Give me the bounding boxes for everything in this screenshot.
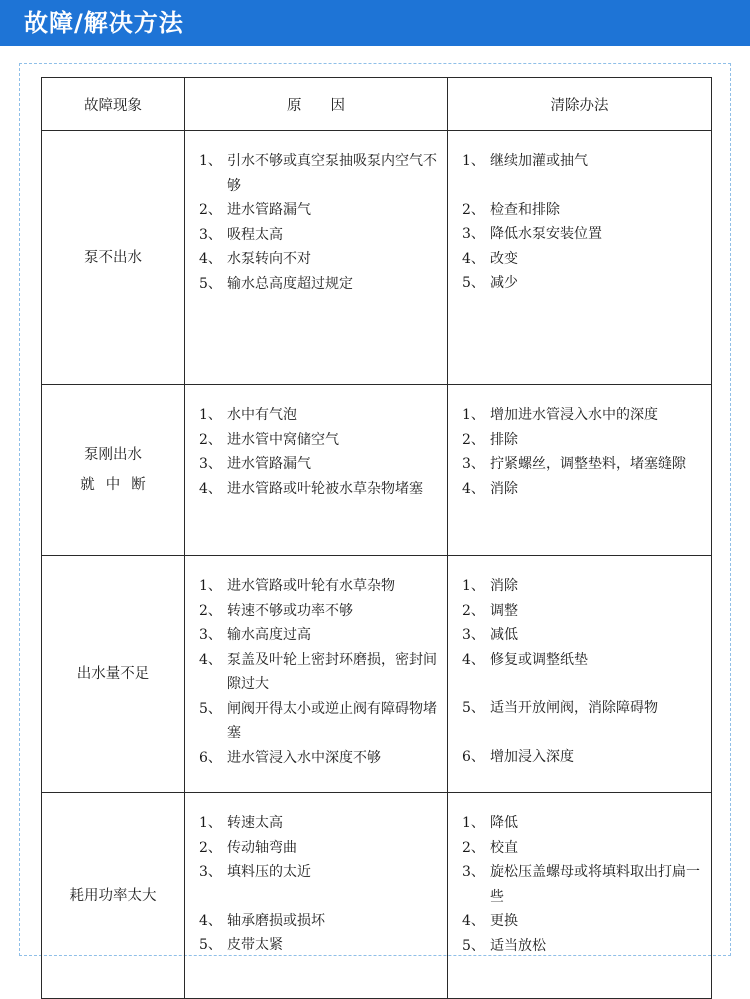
- table-row: [42, 556, 712, 793]
- list-item: 4、 水泵转向不对: [199, 251, 311, 267]
- list-item: 1、 水中有气泡: [199, 407, 297, 423]
- header-banner: [0, 0, 750, 46]
- header-remedy: 清除办法: [448, 78, 712, 131]
- list-item: 2、 转速不够或功率不够: [199, 602, 353, 619]
- cause-cell: [185, 556, 448, 793]
- header-cause: 原 因: [185, 78, 448, 131]
- header-symptom: 故障现象: [42, 78, 185, 131]
- list-item: 1、 继续加灌或抽气: [462, 153, 588, 169]
- remedy-cell: [448, 385, 712, 556]
- list-item: 5、 闸阀开得太小或逆止阀有障碍物堵塞: [199, 700, 437, 741]
- symptom-cell: [42, 793, 185, 999]
- symptom-cell: [42, 385, 185, 556]
- list-item: 1、 转速太高: [199, 815, 283, 831]
- table-header-row: [42, 78, 712, 131]
- list-item: 4、 改变: [462, 250, 518, 267]
- list-item: 3、 吸程太高: [199, 226, 283, 243]
- remedy-cell: [448, 131, 712, 385]
- list-item: 2、 进水管路漏气: [199, 202, 311, 218]
- table-row: [42, 385, 712, 556]
- list-item: 3、 降低水泵安装位置: [462, 226, 602, 242]
- list-item: 2、 检查和排除: [462, 201, 560, 218]
- symptom-text: 泵不出水: [84, 249, 142, 266]
- list-item: 3、 输水高度过高: [199, 627, 311, 643]
- list-item: 4、 进水管路或叶轮被水草杂物堵塞: [199, 480, 423, 497]
- list-item: 3、 减低: [462, 627, 518, 643]
- list-item: 4、 轴承磨损或损坏: [199, 912, 325, 929]
- list-item: 2、 排除: [462, 431, 518, 448]
- list-item: 5、 适当开放闸阀，消除障碍物: [462, 700, 658, 716]
- list-item: 4、 泵盖及叶轮上密封环磨损，密封间隙过大: [199, 651, 437, 692]
- fault-table: [41, 77, 712, 999]
- cause-cell: [185, 793, 448, 999]
- list-item: 3、 拧紧螺丝，调整垫料，堵塞缝隙: [462, 456, 686, 472]
- symptom-text: 就中断: [80, 477, 157, 493]
- remedy-cell: [448, 556, 712, 793]
- list-item: 2、 进水管中窝储空气: [199, 431, 339, 448]
- list-item: 1、 引水不够或真空泵抽吸泵内空气不够: [199, 153, 437, 194]
- list-item: 4、 修复或调整纸垫: [462, 651, 588, 668]
- remedy-cell: [448, 793, 712, 999]
- table-row: [42, 131, 712, 385]
- list-item: 4、 更换: [462, 913, 518, 929]
- list-item: 5、 输水总高度超过规定: [199, 275, 353, 292]
- list-item: 2、 校直: [462, 839, 518, 856]
- list-item: 2、 传动轴弯曲: [199, 839, 297, 856]
- table-row: [42, 793, 712, 999]
- symptom-text: 泵刚出水: [84, 447, 142, 463]
- symptom-text: 出水量不足: [76, 666, 150, 682]
- page-title: 故障/解决方法: [24, 9, 184, 37]
- list-item: 1、 进水管路或叶轮有水草杂物: [199, 578, 395, 594]
- list-item: 5、 皮带太紧: [199, 937, 283, 953]
- symptom-text: 耗用功率太大: [69, 887, 157, 904]
- list-item: 3、 填料压的太近: [199, 864, 311, 880]
- list-item: 4、 消除: [462, 480, 518, 497]
- list-item: 1、 消除: [462, 578, 518, 594]
- cause-cell: [185, 131, 448, 385]
- list-item: 3、 旋松压盖螺母或将填料取出打扁一些: [462, 864, 700, 905]
- list-item: 2、 调整: [462, 602, 518, 619]
- list-item: 6、 增加浸入深度: [462, 748, 574, 765]
- symptom-cell: [42, 131, 185, 385]
- list-item: 1、 降低: [462, 815, 518, 831]
- list-item: 3、 进水管路漏气: [199, 456, 311, 472]
- symptom-cell: [42, 556, 185, 793]
- list-item: 1、 增加进水管浸入水中的深度: [462, 407, 658, 423]
- list-item: 5、 适当放松: [462, 937, 546, 954]
- list-item: 6、 进水管浸入水中深度不够: [199, 749, 381, 766]
- list-item: 5、 减少: [462, 275, 518, 291]
- cause-cell: [185, 385, 448, 556]
